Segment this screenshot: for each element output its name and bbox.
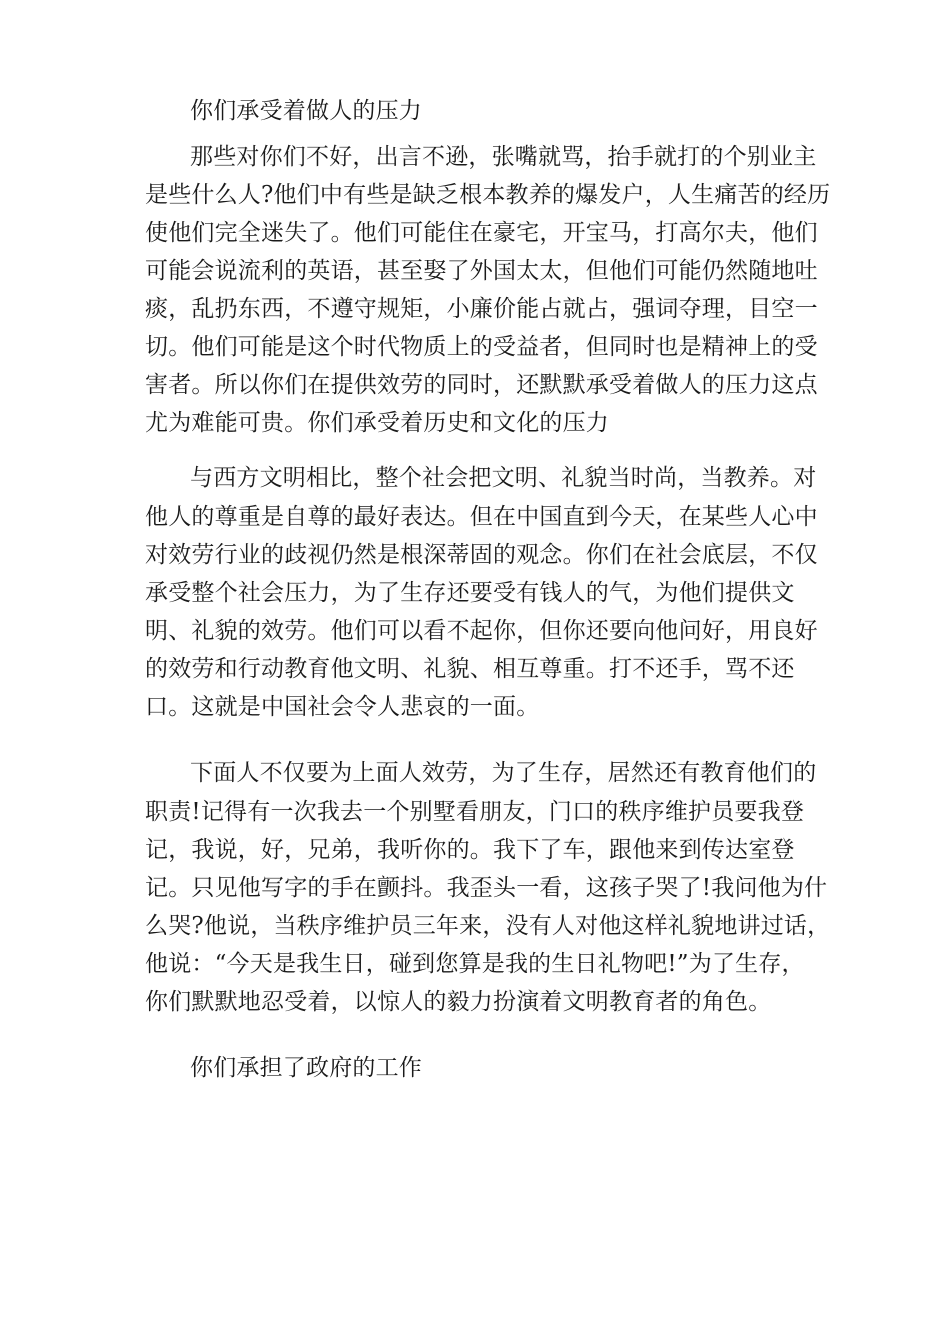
text-line: 么哭?他说，当秩序维护员三年来，没有人对他这样礼貌地讲过话， (145, 913, 831, 939)
text-line: 与西方文明相比，整个社会把文明、礼貌当时尚，当教养。对 (190, 465, 817, 491)
text-line: 害者。所以你们在提供效劳的同时，还默默承受着做人的压力这点 (145, 372, 818, 398)
text-line: 记。只见他写字的手在颤抖。我歪头一看，这孩子哭了!我问他为什 (145, 875, 828, 901)
text-line: 职责!记得有一次我去一个别墅看朋友，门口的秩序维护员要我登 (145, 799, 805, 825)
text-line: 那些对你们不好，出言不逊，张嘴就骂，抬手就打的个别业主 (190, 144, 817, 170)
text-line: 痰，乱扔东西，不遵守规矩，小廉价能占就占，强词夺理，目空一 (145, 296, 818, 322)
text-line: 切。他们可能是这个时代物质上的受益者，但同时也是精神上的受 (145, 334, 818, 360)
text-line: 对效劳行业的歧视仍然是根深蒂固的观念。你们在社会底层，不仅 (145, 542, 818, 568)
text-line: 是些什么人?他们中有些是缺乏根本教养的爆发户，人生痛苦的经历 (145, 182, 831, 208)
text-line: 可能会说流利的英语，甚至娶了外国太太，但他们可能仍然随地吐 (145, 258, 818, 284)
text-line: 你们承担了政府的工作 (190, 1055, 422, 1081)
text-line: 他人的尊重是自尊的最好表达。但在中国直到今天，在某些人心中 (145, 504, 818, 530)
text-line: 明、礼貌的效劳。他们可以看不起你，但你还要向他问好，用良好 (145, 618, 818, 644)
text-line: 的效劳和行动教育他文明、礼貌、相互尊重。打不还手，骂不还 (145, 656, 795, 682)
text-line: 承受整个社会压力，为了生存还要受有钱人的气，为他们提供文 (145, 580, 795, 606)
text-line: 使他们完全迷失了。他们可能住在豪宅，开宝马，打高尔夫，他们 (145, 220, 818, 246)
text-line: 他说：“今天是我生日，碰到您算是我的生日礼物吧!”为了生存， (145, 951, 805, 977)
text-line: 尤为难能可贵。你们承受着历史和文化的压力 (145, 410, 609, 436)
text-line: 记，我说，好，兄弟，我听你的。我下了车，跟他来到传达室登 (145, 837, 795, 863)
text-line: 你们承受着做人的压力 (190, 98, 422, 124)
text-line: 口。这就是中国社会令人悲哀的一面。 (145, 694, 540, 720)
text-line: 你们默默地忍受着，以惊人的毅力扮演着文明教育者的角色。 (145, 989, 772, 1015)
text-line: 下面人不仅要为上面人效劳，为了生存，居然还有教育他们的 (190, 760, 817, 786)
